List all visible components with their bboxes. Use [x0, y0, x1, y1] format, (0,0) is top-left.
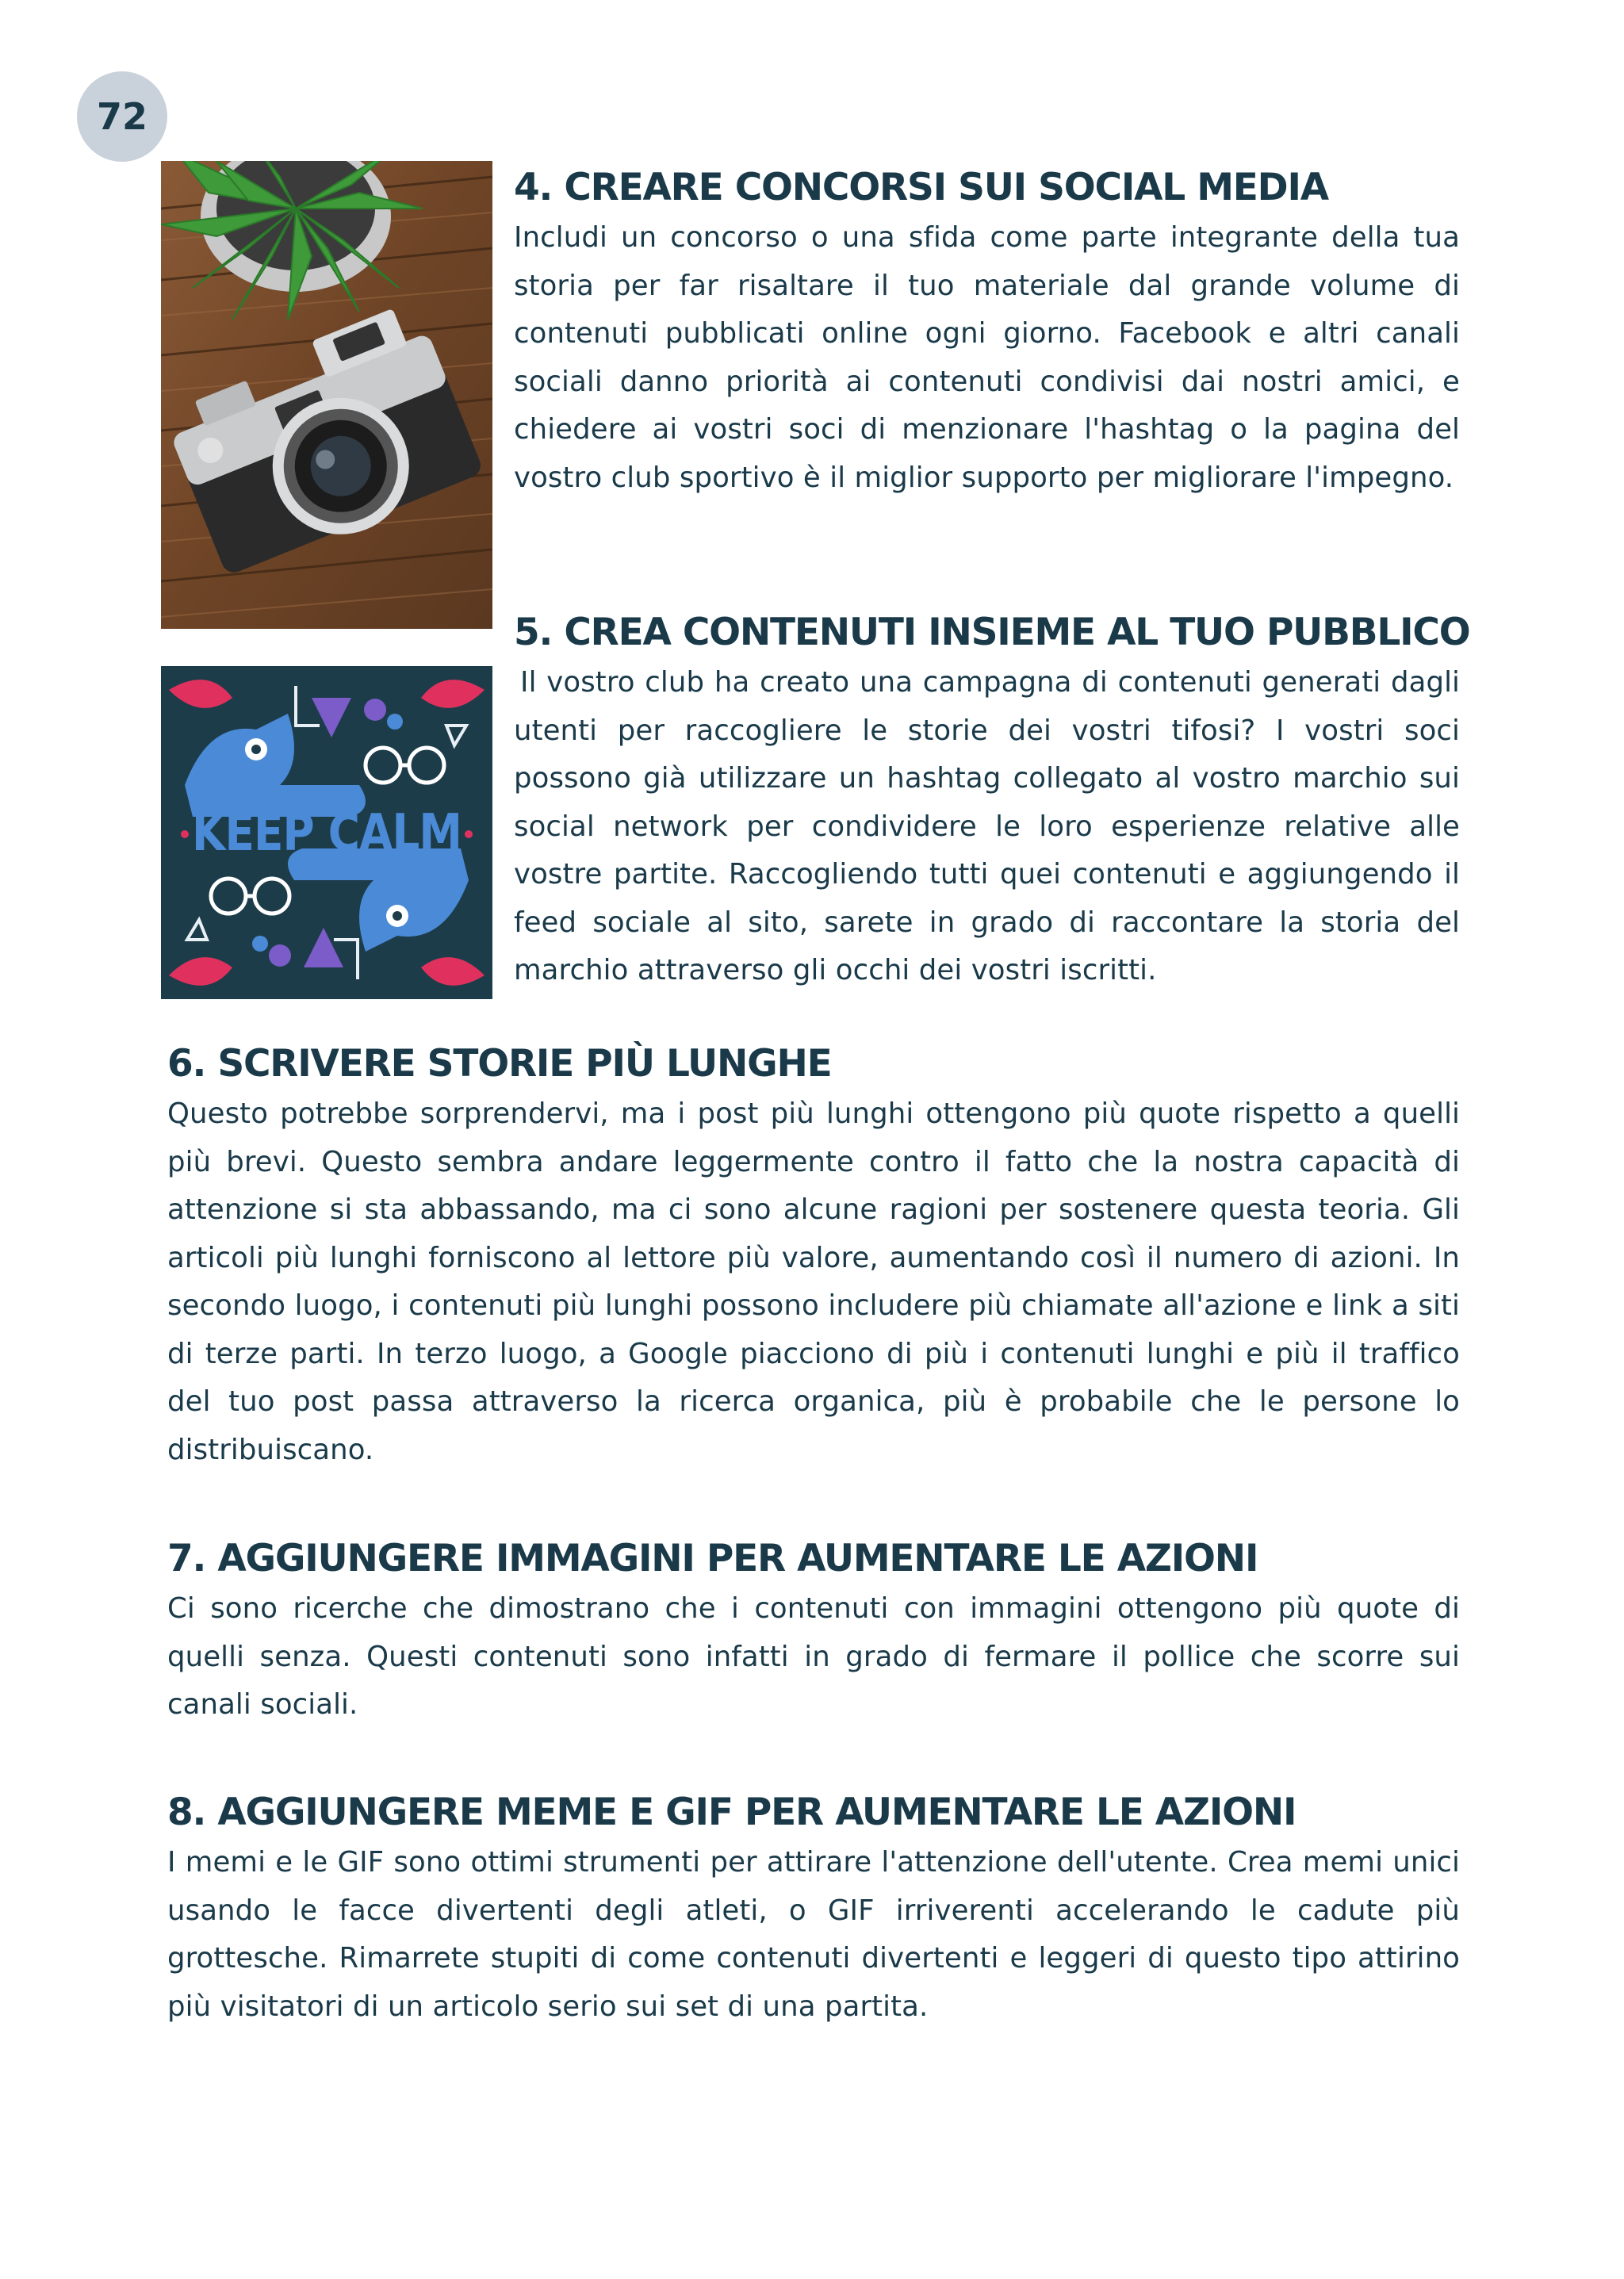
page-number-badge: 72	[77, 71, 167, 162]
section-7-title: 7. AGGIUNGERE IMMAGINI PER AUMENTARE LE AZIONI	[167, 1537, 1258, 1580]
camera-photo	[161, 161, 492, 629]
section-6	[167, 1040, 1460, 1474]
keep-calm-text: KEEP CALM	[192, 804, 462, 863]
section-5-title: 5. CREA CONTENUTI INSIEME AL TUO PUBBLICO	[514, 611, 1470, 654]
section-6-title: 6. SCRIVERE STORIE PIÙ LUNGHE	[167, 1042, 832, 1086]
section-8-text: I memi e le GIF sono ottimi strumenti per attirare l'attenzione dell'utente. Crea memi unici usando le facce divertenti degli atleti, o GIF irriverenti accelerando le cadute più grottesche. Rimarrete stupiti di come contenuti divertenti e leggeri di questo tipo attirino più visitatori di un articolo serio sui set di una partita.	[167, 1846, 1460, 2023]
keep-calm-illustration-icon	[161, 666, 492, 999]
keep-calm-poster	[161, 666, 492, 999]
section-4-title: 4. CREARE CONCORSI SUI SOCIAL MEDIA	[514, 166, 1328, 209]
section-4-text: Includi un concorso o una sfida come parte integrante della tua storia per far risaltare il tuo materiale dal grande volume di contenuti pubblicati online ogni giorno. Facebook e altri canali sociali danno priorità ai contenuti condivisi dai nostri amici, e chiedere ai vostri soci di menzionare l'hashtag o la pagina del vostro club sportivo è il miglior supporto per migliorare l'impegno.	[514, 221, 1460, 494]
section-8-title: 8. AGGIUNGERE MEME E GIF PER AUMENTARE LE AZIONI	[167, 1791, 1297, 1834]
section-5-text: Il vostro club ha creato una campagna di contenuti generati dagli utenti per raccogliere le storie dei vostri tifosi? I vostri soci possono già utilizzare un hashtag collegato al vostro marchio sui social network per condividere le loro esperienze relative alle vostre partite. Raccogliendo tutti quei contenuti e aggiungendo il feed sociale al sito, sarete in grado di raccontare la storia del marchio attraverso gli occhi dei vostri iscritti.	[514, 666, 1460, 986]
camera-icon	[161, 161, 492, 629]
section-4	[514, 163, 1460, 502]
section-6-text: Questo potrebbe sorprendervi, ma i post più lunghi ottengono più quote rispetto a quelli più brevi. Questo sembra andare leggermente contro il fatto che la nostra capacità di attenzione si sta abbassando, ma ci sono alcune ragioni per sostenere questa teoria. Gli articoli più lunghi forniscono al lettore più valore, aumentando così il numero di azioni. In secondo luogo, i contenuti più lunghi possono includere più chiamate all'azione e link a siti di terze parti. In terzo luogo, a Google piacciono di più i contenuti lunghi e più il traffico del tuo post passa attraverso la ricerca organica, più è probabile che le persone lo distribuiscano.	[167, 1097, 1460, 1466]
section-8	[167, 1788, 1460, 2031]
section-7-text: Ci sono ricerche che dimostrano che i contenuti con immagini ottengono più quote di quelli senza. Questi contenuti sono infatti in grado di fermare il pollice che scorre sui canali sociali.	[167, 1592, 1460, 1721]
section-7	[167, 1534, 1460, 1729]
section-5	[514, 608, 1470, 995]
